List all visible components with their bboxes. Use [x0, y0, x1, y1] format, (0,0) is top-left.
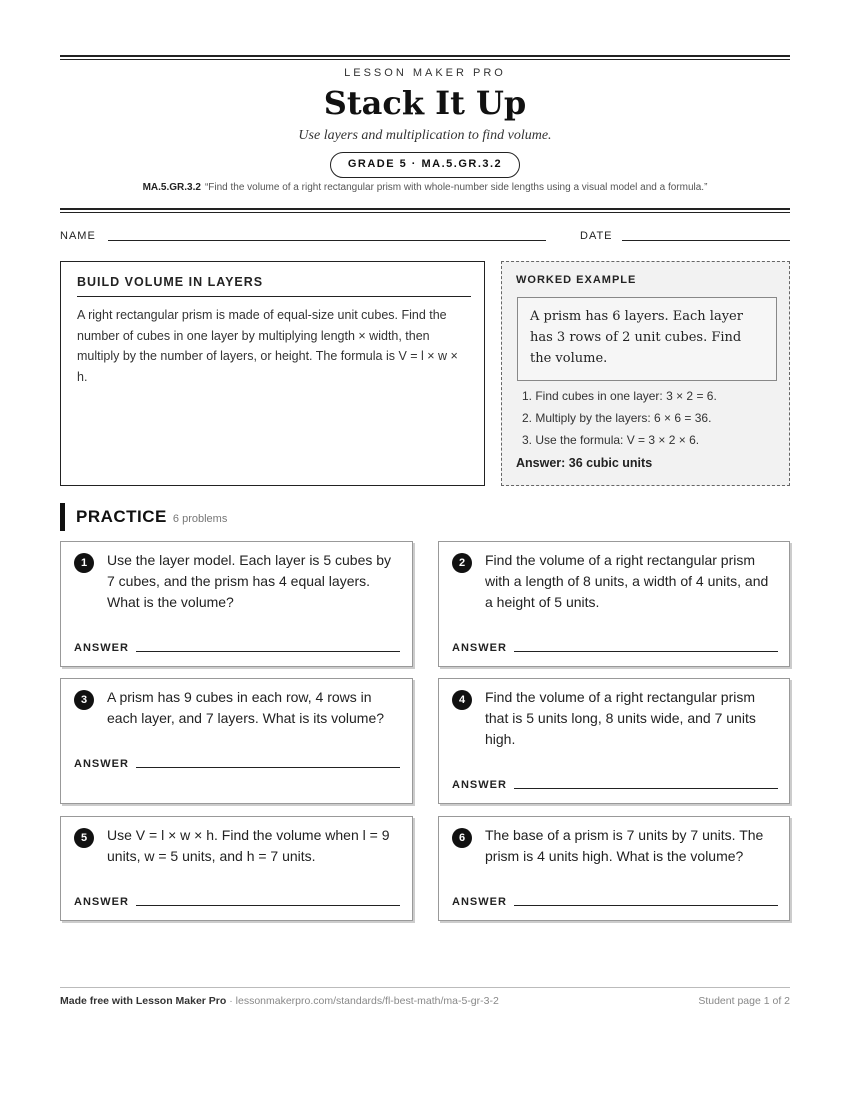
worked-problem: A prism has 6 layers. Each layer has 3 rows of 2 unit cubes. Find the volume.: [517, 297, 777, 381]
date-label: DATE: [580, 230, 613, 242]
footer-page-number: Student page 1 of 2: [698, 995, 790, 1007]
worked-step: 3. Use the formula: V = 3 × 2 × 6.: [522, 433, 700, 447]
practice-heading: [76, 507, 227, 527]
page-subtitle: Use layers and multiplication to find volume.: [298, 128, 552, 143]
standard-code: MA.5.GR.3.2: [142, 182, 201, 193]
worked-step: 1. Find cubes in one layer: 3 × 2 = 6.: [522, 389, 717, 403]
answer-field[interactable]: [136, 767, 400, 768]
problem-number: 5: [74, 828, 94, 848]
name-field[interactable]: [108, 240, 546, 241]
top-double-rule: [60, 55, 790, 60]
answer-field[interactable]: [136, 651, 400, 652]
answer-label: ANSWER: [74, 642, 129, 654]
worked-example-box: [501, 261, 790, 486]
answer-field[interactable]: [514, 788, 778, 789]
standard-text: “Find the volume of a right rectangular prism with whole-number side lengths using a visual model and a formula.”: [204, 182, 708, 193]
problem-text: Find the volume of a right rectangular prism with a length of 8 units, a width of 4 units, and a height of 5 units.: [485, 552, 769, 610]
build-body: A right rectangular prism is made of equal-size unit cubes. Find the number of cubes in one layer by multiplying length × width, then multiply by the number of layers, or height. The formula is V = l × w × h.: [77, 308, 458, 384]
footer-made-with: Made free with Lesson Maker Pro: [60, 995, 227, 1007]
worked-heading: WORKED EXAMPLE: [516, 274, 637, 286]
answer-field[interactable]: [514, 651, 778, 652]
worked-steps: [522, 386, 717, 452]
name-date-row: [60, 228, 790, 244]
problem-text: The base of a prism is 7 units by 7 units. The prism is 4 units high. What is the volume?: [485, 827, 764, 864]
answer-field[interactable]: [136, 905, 400, 906]
build-heading: BUILD VOLUME IN LAYERS: [77, 275, 471, 297]
problem-card-2: [438, 541, 790, 667]
standard-line: [60, 182, 790, 193]
date-field[interactable]: [622, 240, 790, 241]
problem-card-6: [438, 816, 790, 921]
grade-badge: GRADE 5 · MA.5.GR.3.2: [330, 152, 520, 178]
problem-text: A prism has 9 cubes in each row, 4 rows in each layer, and 7 layers. What is its volume?: [107, 689, 385, 726]
answer-label: ANSWER: [74, 758, 129, 770]
answer-label: ANSWER: [74, 896, 129, 908]
problem-text: Find the volume of a right rectangular prism that is 5 units long, 8 units wide, and 7 units high.: [485, 689, 756, 747]
footer-url[interactable]: · lessonmakerpro.com/standards/fl-best-math/ma-5-gr-3-2: [226, 995, 499, 1007]
answer-label: ANSWER: [452, 642, 507, 654]
brand-name: LESSON MAKER PRO: [344, 67, 506, 79]
page-title: Stack It Up: [323, 84, 527, 122]
practice-accent-bar: [60, 503, 65, 531]
problem-card-3: [60, 678, 413, 804]
answer-field[interactable]: [514, 905, 778, 906]
build-volume-box: [60, 261, 485, 486]
answer-label: ANSWER: [452, 779, 507, 791]
problem-card-4: [438, 678, 790, 804]
practice-title: PRACTICE: [76, 507, 167, 526]
worked-step: 2. Multiply by the layers: 6 × 6 = 36.: [522, 411, 712, 425]
problem-text: Use the layer model. Each layer is 5 cubes by 7 cubes, and the prism has 4 equal layers. What is the volume?: [107, 552, 392, 610]
problem-card-1: [60, 541, 413, 667]
footer-credit: [60, 995, 499, 1007]
problem-text: Use V = l × w × h. Find the volume when l = 9 units, w = 5 units, and h = 7 units.: [107, 827, 390, 864]
header-bottom-rule: [60, 208, 790, 213]
answer-label: ANSWER: [452, 896, 507, 908]
name-label: NAME: [60, 230, 96, 242]
problem-number: 4: [452, 690, 472, 710]
worked-answer: Answer: 36 cubic units: [516, 456, 653, 470]
problem-number: 1: [74, 553, 94, 573]
problem-card-5: [60, 816, 413, 921]
problem-number: 6: [452, 828, 472, 848]
footer-rule: [60, 987, 790, 988]
practice-count: 6 problems: [172, 513, 228, 525]
problem-number: 2: [452, 553, 472, 573]
problem-number: 3: [74, 690, 94, 710]
